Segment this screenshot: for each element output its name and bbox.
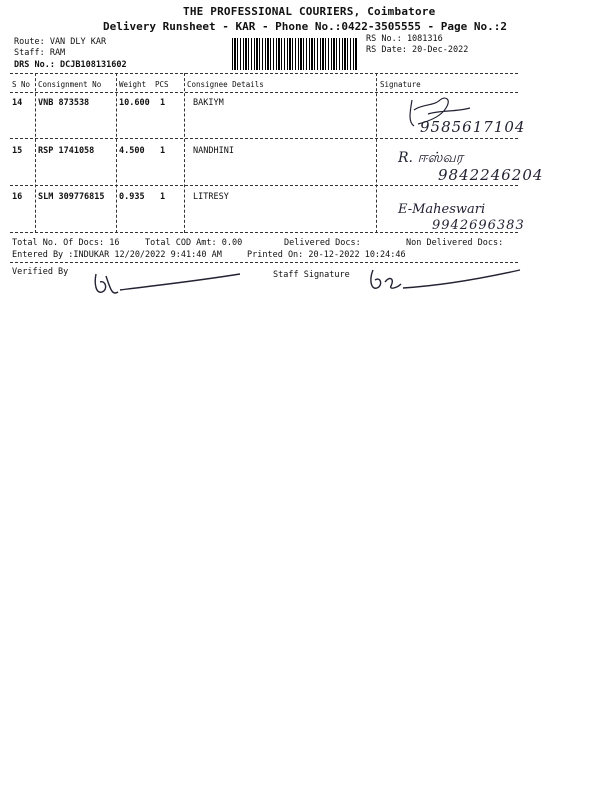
verifier-signature — [90, 268, 250, 298]
drs-number: DRS No.: DCJB108131602 — [14, 60, 127, 70]
col-divider — [376, 73, 377, 233]
row-sno: 15 — [12, 146, 23, 156]
header-weight: Weight — [119, 80, 147, 89]
row-pcs: 1 — [160, 192, 166, 202]
row-sno: 16 — [12, 192, 23, 202]
total-cod: Total COD Amt: 0.00 — [145, 238, 243, 248]
row-consignee: NANDHINI — [193, 146, 234, 156]
header-consignment: Consignment No — [38, 80, 102, 89]
row-divider — [10, 138, 518, 139]
route-label: Route: VAN DLY KAR — [14, 37, 107, 47]
row-consignment: SLM 309776815 — [38, 192, 105, 202]
page-subtitle: Delivery Runsheet - KAR - Phone No.:0422-3505555 - Page No.:2 — [103, 20, 507, 33]
row-weight: 10.600 — [119, 98, 150, 108]
rs-date: RS Date: 20-Dec-2022 — [366, 45, 469, 55]
row-weight: 4.500 — [119, 146, 145, 156]
staff-signature-label: Staff Signature — [273, 270, 350, 280]
total-docs: Total No. Of Docs: 16 — [12, 238, 120, 248]
col-divider — [35, 73, 36, 233]
row-weight: 0.935 — [119, 192, 145, 202]
staff-label: Staff: RAM — [14, 48, 66, 58]
signature-phone: 9942696383 — [432, 218, 525, 233]
signature-name: R. ஈஸ்வர — [398, 150, 463, 166]
entered-by: Entered By :INDUKAR 12/20/2022 9:41:40 AM — [12, 250, 222, 260]
header-pcs: PCS — [155, 80, 169, 89]
col-divider — [184, 73, 185, 233]
row-consignee: BAKIYM — [193, 98, 224, 108]
page-title: THE PROFESSIONAL COURIERS, Coimbatore — [183, 5, 436, 18]
row-consignment: VNB 873538 — [38, 98, 90, 108]
rs-number: RS No.: 1081316 — [366, 34, 443, 44]
row-consignee: LITRESY — [193, 192, 229, 202]
barcode-icon — [232, 38, 358, 70]
delivered-docs: Delivered Docs: — [284, 238, 361, 248]
header-sno: S No — [12, 80, 31, 89]
col-divider — [116, 73, 117, 233]
signature-phone: 9585617104 — [420, 118, 526, 136]
signature-phone: 9842246204 — [438, 166, 544, 184]
non-delivered-docs: Non Delivered Docs: — [406, 238, 504, 248]
signature-name: E-Maheswari — [398, 202, 486, 217]
row-pcs: 1 — [160, 98, 166, 108]
table-bottom-rule — [10, 232, 518, 233]
header-signature: Signature — [380, 80, 421, 89]
staff-signature — [365, 266, 525, 296]
row-divider — [10, 185, 518, 186]
verified-by-label: Verified By — [12, 267, 69, 277]
row-sno: 14 — [12, 98, 23, 108]
header-consignee: Consignee Details — [187, 80, 264, 89]
table-top-rule — [10, 73, 518, 74]
printed-on: Printed On: 20-12-2022 10:24:46 — [247, 250, 406, 260]
footer-rule — [10, 262, 518, 263]
row-pcs: 1 — [160, 146, 166, 156]
row-consignment: RSP 1741058 — [38, 146, 95, 156]
